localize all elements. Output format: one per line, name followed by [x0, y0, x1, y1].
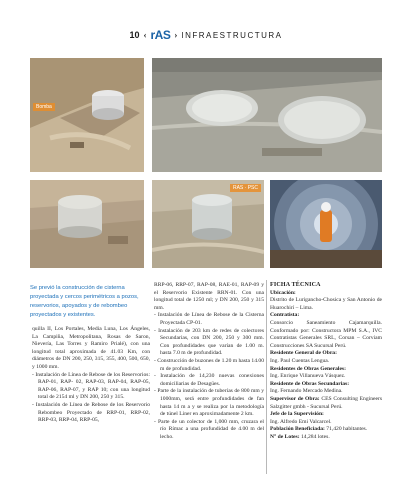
field-value: Ing. Alfredo Emi Valcarcel.	[270, 418, 332, 425]
photo-tag: Bomba	[33, 103, 55, 111]
list-item: - Construcción de buzones de 1.20 m hasta 14.00 m de profundidad.	[154, 357, 264, 372]
photo-site-tank	[152, 180, 264, 268]
body-column-2	[154, 282, 264, 441]
list-item: - Instalación de 14,230 nuevas conexiones domiciliarias de Desagües.	[154, 373, 264, 387]
field-label: Residente de Obras Secundarias:	[270, 380, 350, 387]
field-label: N° de Lotes:	[270, 433, 300, 440]
photo-tag: RAS · PSC	[230, 184, 261, 192]
field-label: Contratista:	[270, 312, 300, 319]
photo-tunnel-worker	[270, 180, 382, 268]
paragraph: quilla II, Los Portales, Media Luna, Los Ángeles, La Campiña, Metropolitana, Rosas de Saron, Nievería, Las Torres y Ramiro Prialé), con una longitud total aproximada de 41.03 Km, con diámetros de DN 200, 250, 315, 355, 400, 500, 650, y 1000 mm.	[32, 326, 150, 370]
field-value: Ing. Fernando Mercado Medina.	[270, 388, 343, 395]
field-value: 71,420 habitantes.	[326, 426, 368, 433]
list-item: - Instalación de Línea de Rebose de los Reservorios: RAP-01, RAP- 02, RAP-03, RAP-04, RAP-05, RAP-06, RAP-07, y RAP 10; con una longitud total de 2154 ml y DN 200, 250 y 315.	[32, 371, 150, 401]
list-item: - Instalación de 203 km de redes de colectores Secundarias, con DN 200, 250 y 300 mm. Con profundidades que varían de 1.00 m. hasta 7.0 m de profundidad.	[154, 327, 264, 357]
section-title: INFRAESTRUCTURA	[181, 30, 283, 40]
list-item: - Parte de un colector de 1,000 mm, cruzara el río Rímac a una profundidad de 4.00 m del lecho.	[154, 418, 264, 440]
field-value: 14,284 lotes.	[301, 433, 330, 440]
magazine-logo: rAS	[150, 28, 171, 42]
photo-reservoir-construction	[30, 180, 144, 268]
field-label: Población Beneficiada:	[270, 426, 325, 433]
photo-reservoir-hillside	[30, 58, 144, 172]
technical-sheet	[270, 282, 382, 441]
field-label: Supervisor de Obra:	[270, 395, 320, 402]
photo-reservoirs-aerial	[152, 58, 382, 172]
field-value: Ing. Paul Cuentas Lengua.	[270, 357, 330, 364]
field-value: Consorcio Saneamiento Cajamarquilla. Conformado por: Constructora MPM S.A., IVC Contratistas Generales SRL, Corsan – Corviam Construcciones SA Sucursal Perú.	[270, 319, 382, 349]
chevron-right-icon: ›	[174, 30, 178, 40]
field-value: Distrito de Lurigancho-Chosica y San Antonio de Huarochirí – Lima.	[270, 297, 382, 311]
page-number: 10	[129, 30, 140, 40]
field-label: Jefe de la Supervisión:	[270, 411, 324, 418]
body-column-1	[32, 326, 150, 425]
chevron-left-icon: ‹	[143, 30, 147, 40]
page-header	[0, 26, 412, 44]
paragraph: RRP-06, RRP-07, RAP-08, RAE-01, RAP-09 y el Reservorio Existente RRN-01. Con una longitud total de 1250 ml; y DN 200, 250 y 315 mm.	[154, 282, 264, 311]
field-value: CES Consulting Engineers Salzgitter gmbh - Sucursal Perú.	[270, 395, 383, 410]
field-value: Ing. Enrique Villanueva Vásquez.	[270, 373, 346, 380]
field-label: Residentes de Obras Generales:	[270, 365, 346, 372]
list-item: - Instalación de Línea de Rebose de la Cisterna Proyectada CP-01.	[154, 312, 264, 326]
list-item: - Parte de la instalación de tuberías de 800 mm y 1000mm, será entre profundidades de fan hasta 14 m a y se realiza por la metodología de túnel Liner en aproximadamente 2 km.	[154, 388, 264, 418]
column-divider	[266, 280, 267, 474]
photo-caption: Se previó la construcción de cisterna proyectada y cercos perimétricos a pozos, reservorios, apoyados y de rebombeo proyectados y existentes.	[30, 285, 139, 318]
list-item: - Instalación de Línea de Rebose de los Reservorio Rebombeo Proyectado de RRP-01, RRP-02, RRP-03, RRP-04, RRP-05,	[32, 401, 150, 424]
field-label: Ubicación:	[270, 289, 296, 296]
technical-sheet-title: FICHA TÉCNICA	[270, 282, 321, 288]
field-label: Residente General de Obra:	[270, 350, 337, 357]
